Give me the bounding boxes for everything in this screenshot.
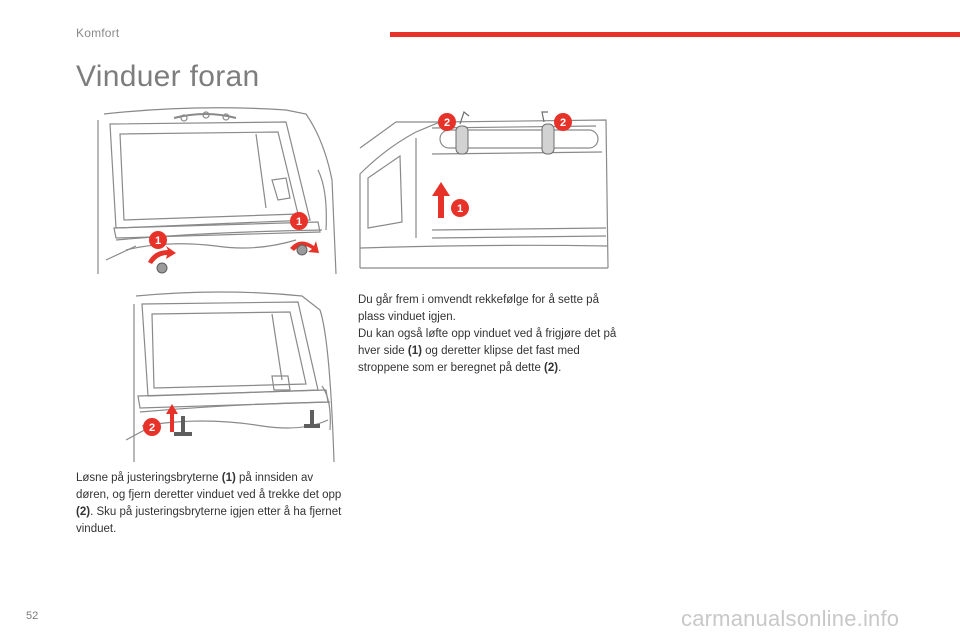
svg-text:2: 2 bbox=[148, 422, 156, 434]
badge-1-icon bbox=[149, 231, 167, 249]
reference-1: (1) bbox=[221, 472, 236, 484]
figure-door-knobs bbox=[96, 100, 338, 274]
section-rule bbox=[390, 32, 960, 37]
svg-text:2: 2 bbox=[559, 117, 567, 129]
paragraph: Du kan også løfte opp vinduet ved å frigjøre det på hver side (1) og deretter klipse det fast med stroppene som er beregnet på dette (2). bbox=[358, 328, 617, 374]
svg-text:2: 2 bbox=[443, 117, 451, 129]
reference-2: (2) bbox=[544, 362, 559, 374]
svg-text:1: 1 bbox=[154, 235, 162, 247]
page-number: 52 bbox=[26, 610, 39, 622]
svg-text:1: 1 bbox=[295, 216, 303, 228]
figure-window-rolled bbox=[356, 108, 618, 274]
paragraph: Du går frem i omvendt rekkefølge for å sette på plass vinduet igjen. bbox=[358, 294, 599, 323]
badge-1-icon bbox=[451, 199, 469, 217]
section-label: Komfort bbox=[76, 26, 120, 40]
instructions-remove bbox=[76, 470, 342, 538]
instructions-reinstall bbox=[358, 292, 628, 377]
badge-1-icon bbox=[290, 212, 308, 230]
figure-door-lift bbox=[122, 290, 338, 462]
reference-2: (2) bbox=[76, 506, 91, 518]
svg-text:1: 1 bbox=[456, 203, 464, 215]
page-title: Vinduer foran bbox=[76, 60, 260, 93]
badge-2-icon bbox=[438, 113, 456, 131]
badge-2-icon bbox=[554, 113, 572, 131]
badge-2-icon bbox=[143, 418, 161, 436]
paragraph: Løsne på justeringsbryterne (1) på innsiden av døren, og fjern deretter vinduet ved å trekke det opp (2). Sku på justeringsbryterne igjen etter å ha fjernet vinduet. bbox=[76, 472, 342, 535]
reference-1: (1) bbox=[407, 345, 422, 357]
watermark: carmanualsonline.info bbox=[681, 606, 900, 631]
